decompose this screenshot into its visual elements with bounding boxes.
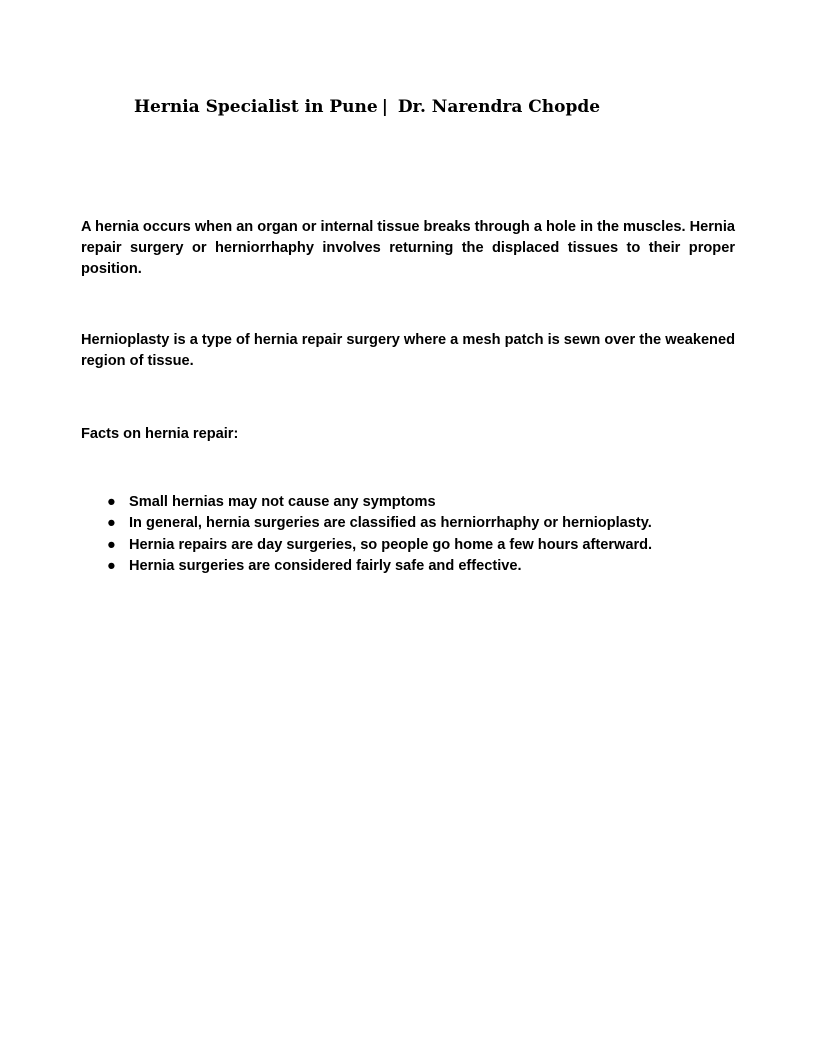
page-title (134, 94, 600, 120)
list-item-text: Hernia surgeries are considered fairly safe and effective. (129, 557, 522, 574)
list-item (81, 513, 735, 534)
hernioplasty-paragraph: Hernioplasty is a type of hernia repair surgery where a mesh patch is sewn over the weakened region of tissue. (81, 332, 735, 369)
list-item-text: Hernia repairs are day surgeries, so people go home a few hours afterward. (129, 536, 653, 553)
list-item-text: Small hernias may not cause any symptoms (129, 494, 436, 510)
bullet-icon: ● (107, 536, 116, 553)
bullet-icon: ● (107, 515, 116, 532)
facts-heading: Facts on hernia repair: (81, 426, 239, 442)
list-item (81, 535, 735, 556)
title-topic: Hernia Specialist in Pune (134, 97, 378, 117)
bullet-icon: ● (107, 494, 116, 510)
bullet-icon: ● (107, 557, 116, 574)
list-item-text: In general, hernia surgeries are classified as herniorrhaphy or hernioplasty. (129, 515, 652, 532)
intro-paragraph: A hernia occurs when an organ or internal tissue breaks through a hole in the muscles. Hernia repair surgery or herniorrhaphy involves returning the displaced tissues to their proper position. (81, 219, 735, 277)
list-item (81, 556, 735, 577)
title-doctor-name: Dr. Narendra Chopde (397, 97, 601, 117)
facts-list (81, 492, 735, 577)
title-separator: | (381, 97, 388, 117)
list-item (81, 492, 735, 513)
